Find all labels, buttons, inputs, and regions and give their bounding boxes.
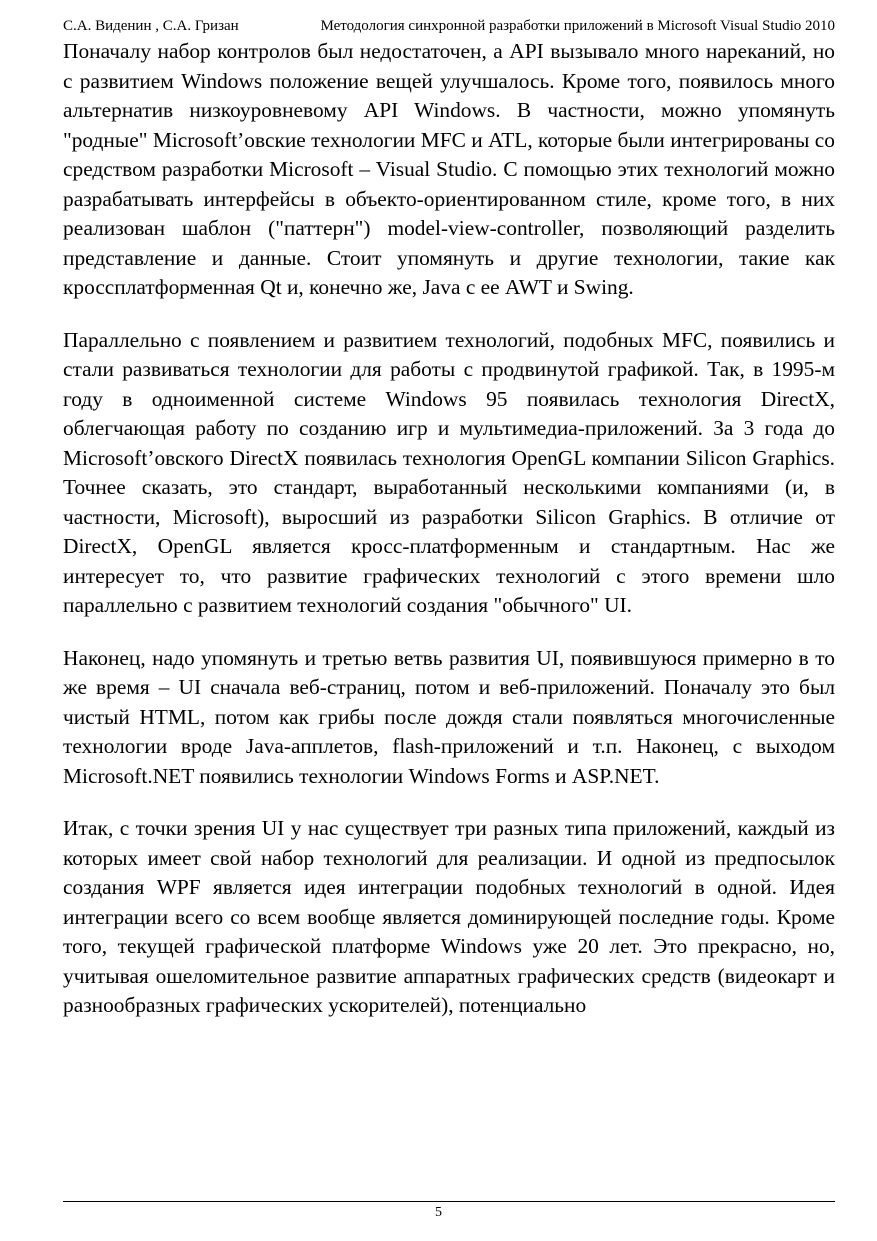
running-header [63,15,835,37]
paragraph-4: Итак, с точки зрения UI у нас существует три разных типа приложений, каждый из которых имеет свой набор технологий для реализации. И одной из предпосылок создания WPF является идея интеграции подобных технологий в одной. Идея интеграции всего со всем вообще является доминирующей последние годы. Кроме того, текущей графической платформе Windows уже 20 лет. Это прекрасно, но, учитывая ошеломительное развитие аппаратных графических средств (видеокарт и разнообразных графических ускорителей), потенциально [63,816,835,1017]
page-number: 5 [435,1205,442,1220]
header-title: Методология синхронной разработки приложений в Microsoft Visual Studio 2010 [320,18,835,34]
paragraph-3: Наконец, надо упомянуть и третью ветвь развития UI, появившуюся примерно в то же время – UI сначала веб-страниц, потом и веб-приложений. Поначалу это был чистый HTML, потом как грибы после дождя стали появляться многочисленные технологии вроде Java-апплетов, flash-приложений и т.п. Наконец, с выходом Microsoft.NET появились технологии Windows Forms и ASP.NET. [63,645,835,788]
paragraph-2: Параллельно с появлением и развитием технологий, подобных MFC, появились и стали развиваться технологии для работы с продвинутой графикой. Так, в 1995-м году в одноименной системе Windows 95 появилась технология DirectX, облегчающая работу по созданию игр и мультимедиа-приложений. За 3 года до Microsoft’овского DirectX появилась технология OpenGL компании Silicon Graphics. Точнее сказать, это стандарт, выработанный несколькими компаниями (и, в частности, Microsoft), выросший из разработки Silicon Graphics. В отличие от DirectX, OpenGL является кросс-платформенным и стандартным. Нас же интересует то, что развитие графических технологий с этого времени шло параллельно с развитием технологий создания "обычного" UI. [63,327,835,617]
body-text [63,37,835,1044]
header-authors: С.А. Виденин , С.А. Гризан [63,18,239,34]
paragraph-1: Поначалу набор контролов был недостаточен, а API вызывало много нареканий, но с развитием Windows положение вещей улучшалось. Кроме того, появилось много альтернатив низкоуровневому API Windows. В частности, можно упомянуть "родные" Microsoft’овские технологии MFC и ATL, которые были интегрированы со средством разработки Microsoft – Visual Studio. С помощью этих технологий можно разрабатывать интерфейсы в объекто-ориентированном стиле, кроме того, в них реализован шаблон ("паттерн") model-view-controller, позволяющий разделить представление и данные. Стоит упомянуть и другие технологии, такие как кроссплатформенная Qt и, конечно же, Java с ее AWT и Swing. [63,39,835,299]
footer-divider [63,1201,835,1202]
